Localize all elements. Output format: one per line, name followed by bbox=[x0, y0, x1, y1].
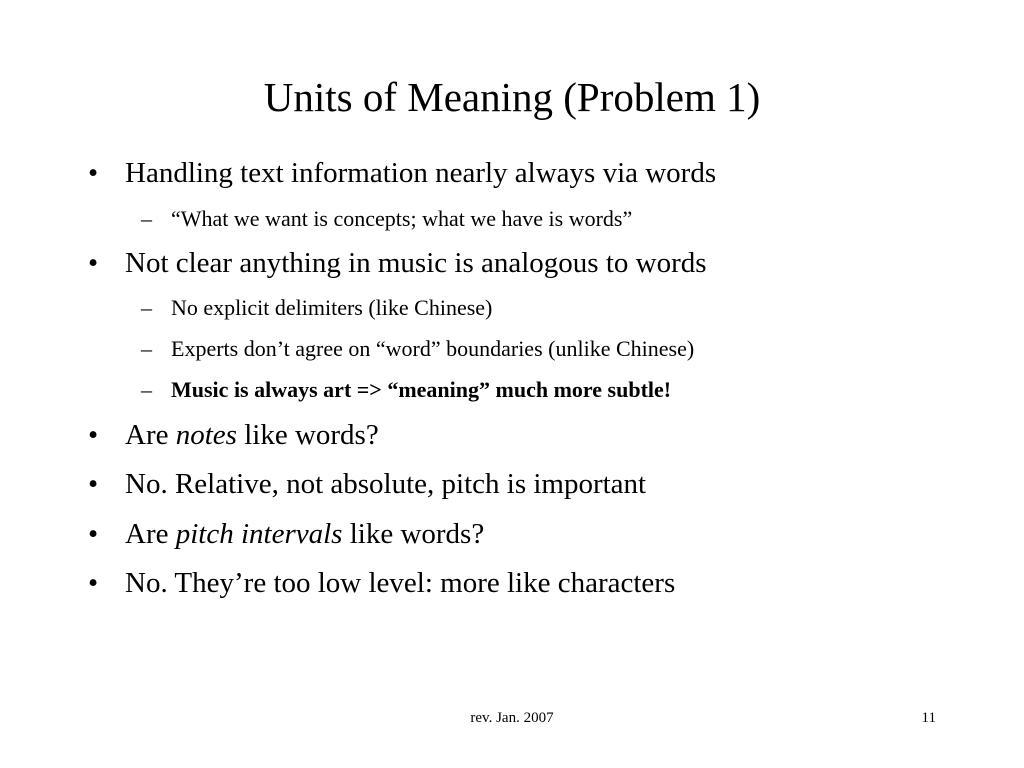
bullet-marker: • bbox=[88, 468, 99, 500]
bullet-marker: • bbox=[88, 567, 99, 599]
sub-bullet-marker: – bbox=[141, 377, 152, 402]
bullet-marker: • bbox=[88, 157, 99, 189]
bullet-text bbox=[125, 418, 379, 452]
bullet-marker: • bbox=[88, 247, 99, 279]
sub-bullet-text: No explicit delimiters (like Chinese) bbox=[171, 295, 493, 320]
sub-bullet-text-bold: Music is always art => “meaning” much more subtle! bbox=[171, 377, 672, 402]
sub-bullet-text: “What we want is concepts; what we have is words” bbox=[171, 206, 633, 231]
footer-date: rev. Jan. 2007 bbox=[470, 710, 554, 726]
bullet-text-suffix: like words? bbox=[236, 419, 379, 451]
bullet-text-emphasis: pitch intervals bbox=[175, 518, 343, 550]
bullet-text: No. Relative, not absolute, pitch is important bbox=[125, 468, 647, 500]
sub-bullet-marker: – bbox=[141, 295, 152, 320]
sub-bullet-text: Experts don’t agree on “word” boundaries (unlike Chinese) bbox=[171, 336, 695, 361]
bullet-text-suffix: like words? bbox=[342, 518, 485, 550]
bullet-text: No. They’re too low level: more like characters bbox=[125, 567, 676, 599]
bullet-text-prefix: Are bbox=[125, 419, 176, 451]
slide-title: Units of Meaning (Problem 1) bbox=[263, 74, 761, 120]
page-number: 11 bbox=[921, 710, 936, 726]
sub-bullet-marker: – bbox=[141, 336, 152, 361]
bullet-text-prefix: Are bbox=[125, 518, 176, 550]
bullet-text bbox=[125, 517, 484, 551]
bullet-text: Handling text information nearly always via words bbox=[125, 157, 717, 189]
bullet-text-emphasis: notes bbox=[175, 419, 237, 451]
bullet-marker: • bbox=[88, 518, 99, 550]
bullet-text: Not clear anything in music is analogous to words bbox=[125, 247, 707, 279]
bullet-marker: • bbox=[88, 419, 99, 451]
sub-bullet-marker: – bbox=[141, 206, 152, 231]
